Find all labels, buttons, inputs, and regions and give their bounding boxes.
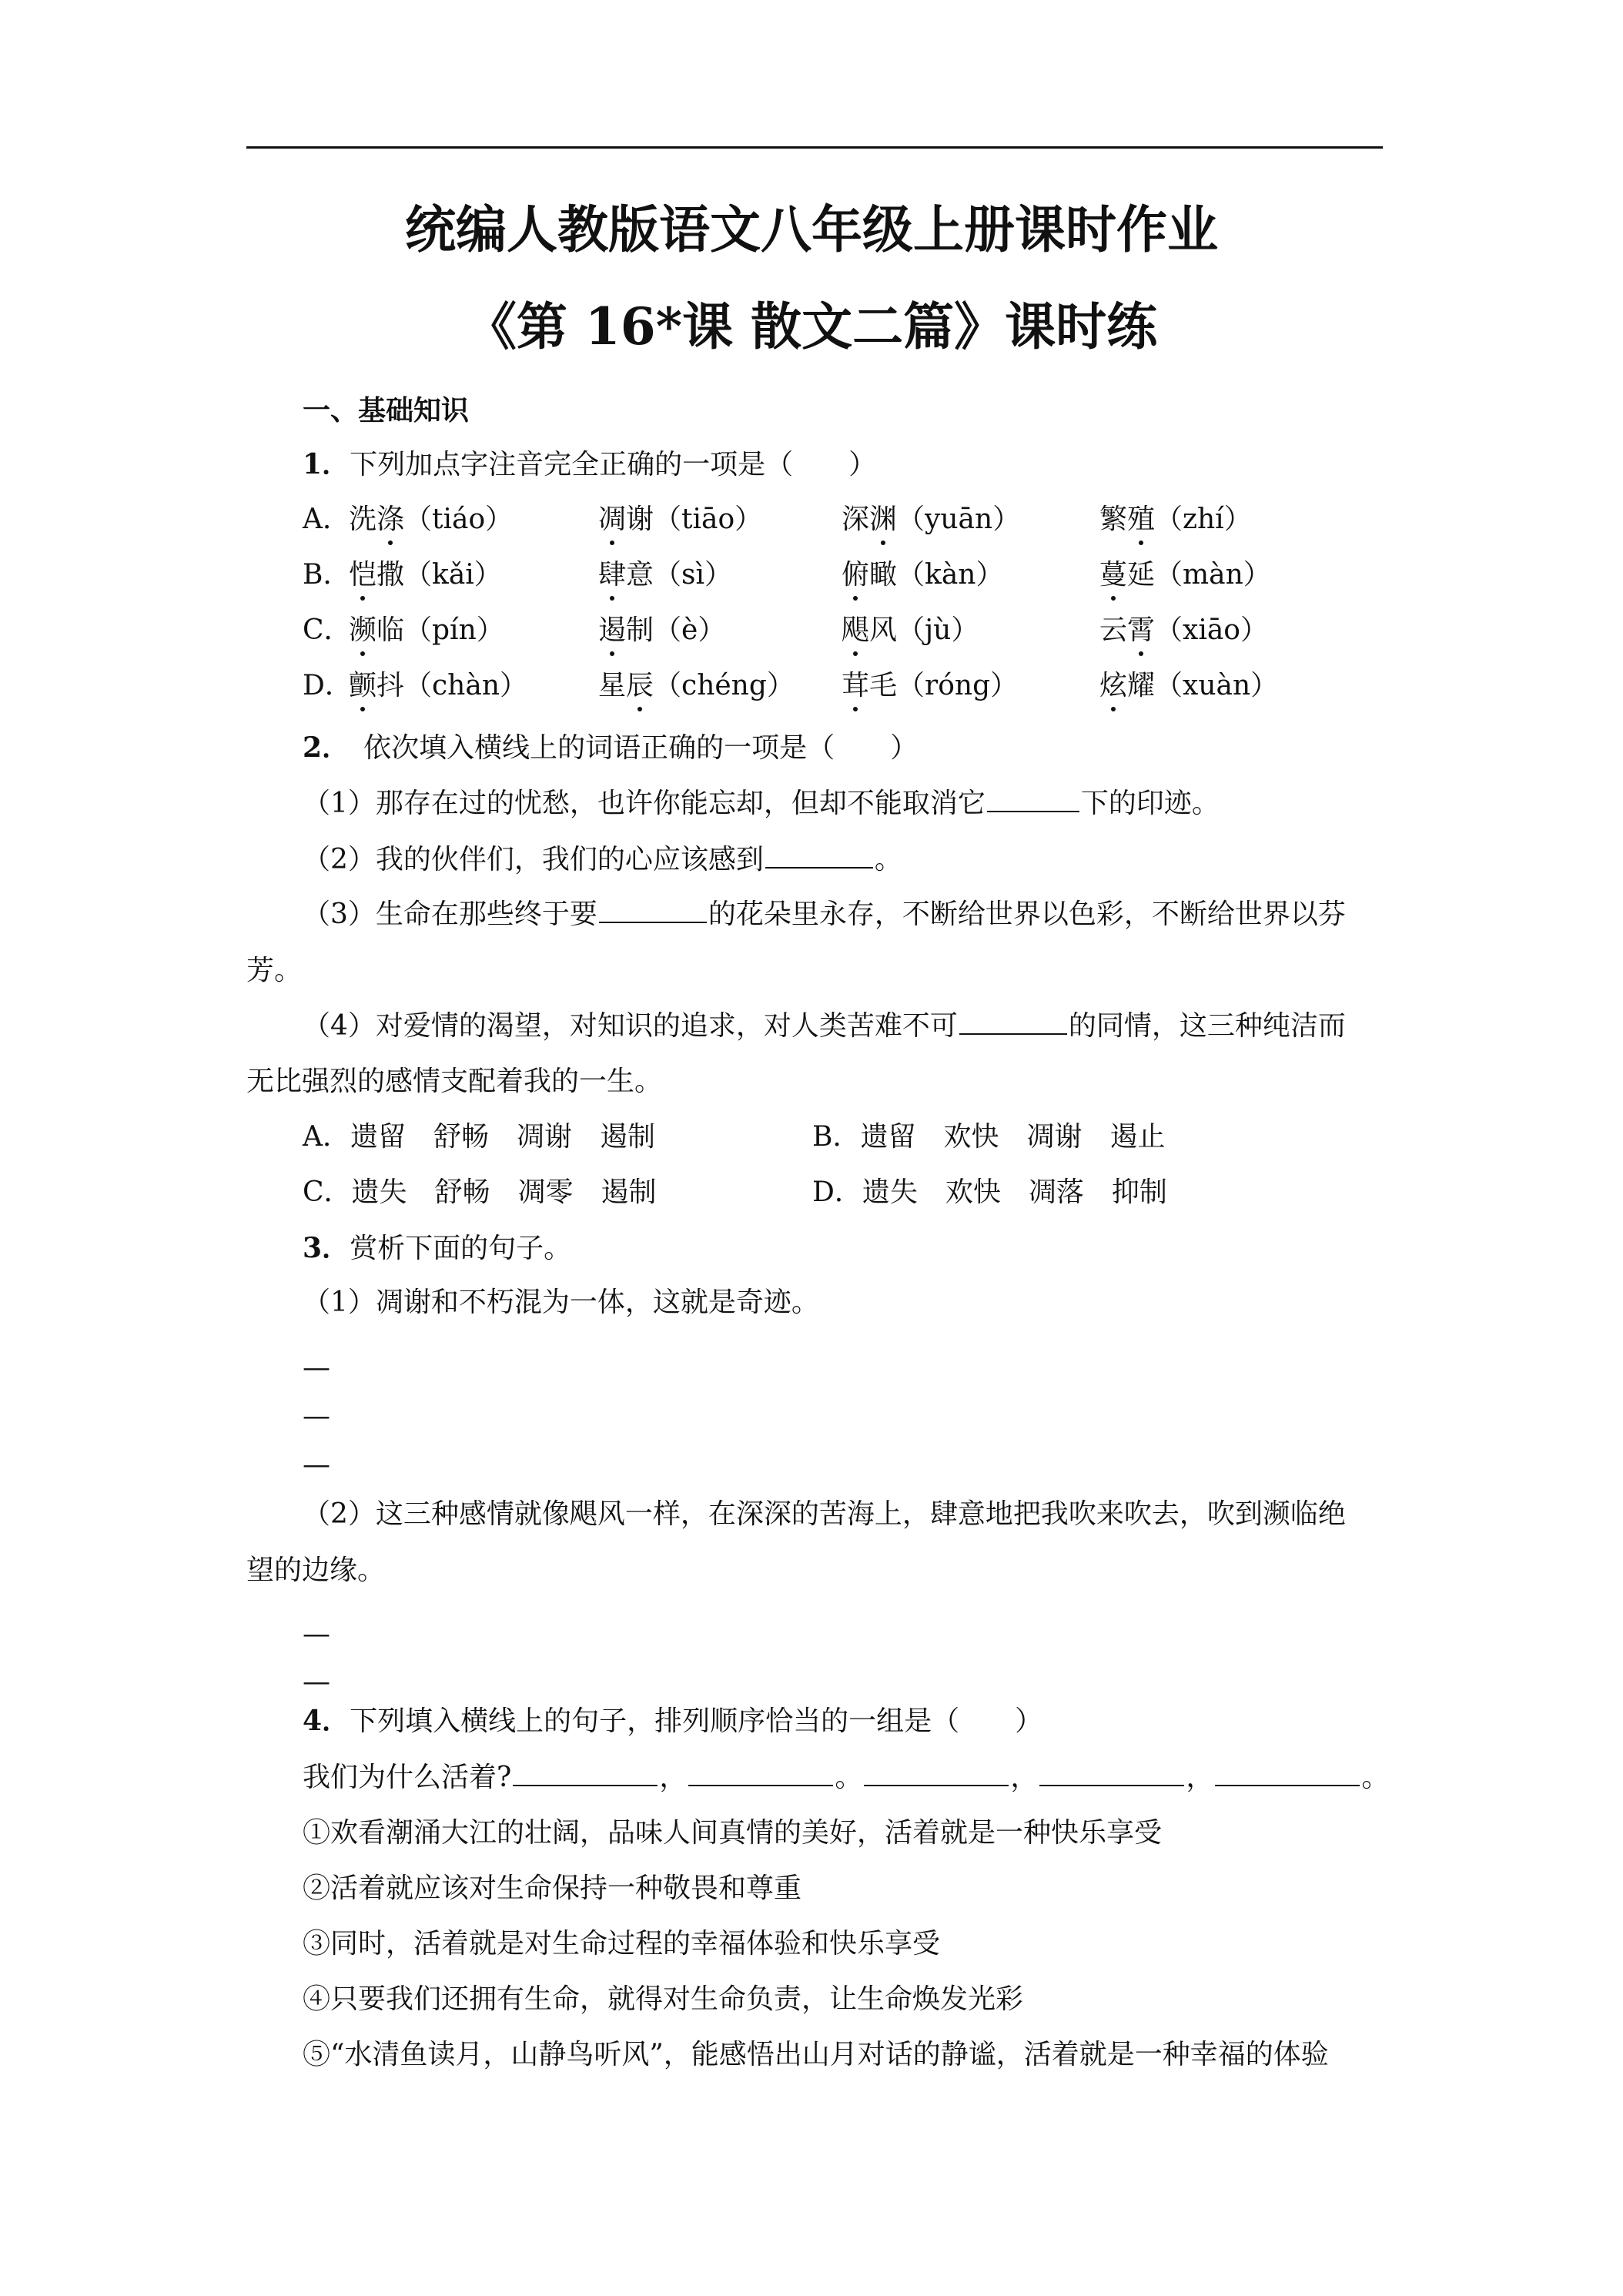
sentence-text: （2）我的伙伴们，我们的心应该感到 xyxy=(303,844,764,875)
word-part: （xiāo） xyxy=(1155,614,1268,646)
q1-word xyxy=(349,667,527,705)
document-subtitle: 《第 16*课 散文二篇》课时练 xyxy=(465,296,1158,356)
word-part: （yuān） xyxy=(897,504,1021,535)
q1-option-label[interactable]: B． xyxy=(303,559,351,591)
sentence-text: 的同情，这三种纯洁而 xyxy=(1068,1010,1346,1042)
dotted-char-text: 蔓 xyxy=(1099,559,1128,591)
word-part: 繁 xyxy=(1099,504,1128,535)
answer-line[interactable]: — xyxy=(303,1618,330,1650)
dotted-character xyxy=(626,667,654,705)
word-part: 云 xyxy=(1099,614,1128,646)
emphasis-dot-icon xyxy=(1139,541,1143,545)
punctuation: ， xyxy=(659,1762,688,1793)
q2-sentence-3 xyxy=(303,895,1346,934)
q1-option-label[interactable]: D． xyxy=(303,670,353,701)
q1-option-label[interactable]: A． xyxy=(303,504,350,535)
punctuation: 。 xyxy=(835,1762,863,1793)
question-text: 依次填入横线上的词语正确的一项是（ ） xyxy=(363,732,919,764)
answer-line[interactable]: — xyxy=(303,1352,330,1384)
fill-blank[interactable] xyxy=(1215,1759,1360,1786)
q1-word xyxy=(842,500,1020,539)
emphasis-dot-icon xyxy=(637,707,642,711)
word-part: （chéng） xyxy=(654,670,795,701)
q3-sentence-2: （2）这三种感情就像飓风一样，在深深的苦海上，肆意地把我吹来吹去，吹到濒临绝 xyxy=(303,1498,1346,1530)
question-number: 1． xyxy=(303,448,350,480)
dotted-character xyxy=(1099,556,1127,594)
q4-item-1: ①欢看潮涌大江的壮阔，品味人间真情的美好，活着就是一种快乐享受 xyxy=(303,1817,1163,1849)
dotted-character xyxy=(842,611,869,650)
dotted-char-text: 涤 xyxy=(376,504,405,535)
dotted-character xyxy=(598,556,626,594)
emphasis-dot-icon xyxy=(360,651,365,656)
dotted-char-text: 飓 xyxy=(842,614,870,646)
q2-sentence-1 xyxy=(303,785,1220,823)
sentence-text: （1）那存在过的忧愁，也许你能忘却，但却不能取消它 xyxy=(303,788,986,819)
q1-word xyxy=(349,611,504,650)
q4-item-5: ⑤“水清鱼读月，山静鸟听风”，能感悟出山月对话的静谧，活着就是一种幸福的体验 xyxy=(303,2039,1329,2070)
dotted-character xyxy=(869,500,897,539)
emphasis-dot-icon xyxy=(610,651,614,656)
q1-word xyxy=(842,611,979,650)
word-part: 瞰（kàn） xyxy=(869,559,1004,591)
q2-sentence-2 xyxy=(303,841,902,879)
fill-blank[interactable] xyxy=(864,1759,1009,1786)
word-part: 临（pín） xyxy=(376,614,504,646)
question-2-stem xyxy=(303,728,918,768)
sentence-text: 的花朵里永存，不断给世界以色彩，不断给世界以芬 xyxy=(708,899,1346,930)
emphasis-dot-icon xyxy=(853,651,858,656)
emphasis-dot-icon xyxy=(610,541,614,545)
dotted-char-text: 殖 xyxy=(1127,504,1156,535)
dotted-char-text: 俯 xyxy=(842,559,870,591)
dotted-char-text: 霄 xyxy=(1127,614,1156,646)
sentence-text: 。 xyxy=(874,844,902,875)
dotted-char-text: 炫 xyxy=(1099,670,1128,701)
q4-item-4: ④只要我们还拥有生命，就得对生命负责，让生命焕发光彩 xyxy=(303,1983,1024,2015)
question-4-stem xyxy=(303,1702,1042,1741)
dotted-character xyxy=(1127,500,1155,539)
q4-item-3: ③同时，活着就是对生命过程的幸福体验和快乐享受 xyxy=(303,1928,941,1960)
emphasis-dot-icon xyxy=(1139,651,1143,656)
word-part: 星 xyxy=(598,670,627,701)
question-number: 4． xyxy=(303,1705,350,1737)
word-part: 风（jù） xyxy=(869,614,979,646)
q1-word xyxy=(598,556,732,594)
emphasis-dot-icon xyxy=(610,596,614,601)
section-heading: 一、基础知识 xyxy=(303,394,470,427)
fill-blank[interactable] xyxy=(688,1759,833,1786)
punctuation: ， xyxy=(1010,1762,1039,1793)
q1-word xyxy=(1099,611,1268,650)
q4-item-2: ②活着就应该对生命保持一种敬畏和尊重 xyxy=(303,1873,802,1904)
q1-word xyxy=(349,556,502,594)
question-3-stem xyxy=(303,1229,571,1268)
dotted-character xyxy=(376,500,404,539)
q1-word xyxy=(598,667,795,705)
answer-line[interactable]: — xyxy=(303,1401,330,1432)
word-part: 制（è） xyxy=(626,614,726,646)
fill-blank[interactable] xyxy=(1039,1759,1184,1786)
sentence-text: （3）生命在那些终于要 xyxy=(303,899,597,930)
word-part: 深 xyxy=(842,504,870,535)
dotted-char-text: 凋 xyxy=(598,504,627,535)
q4-fill-line xyxy=(303,1759,1389,1797)
question-text: 下列加点字注音完全正确的一项是（ ） xyxy=(350,449,877,480)
question-1-stem xyxy=(303,445,876,484)
word-part: 抖（chàn） xyxy=(376,670,528,701)
q2-option-c[interactable]: C．遗失 舒畅 凋零 遏制 xyxy=(303,1176,657,1208)
emphasis-dot-icon xyxy=(853,596,858,601)
dotted-char-text: 渊 xyxy=(869,504,898,535)
question-number: 3． xyxy=(303,1232,350,1264)
q1-word xyxy=(1099,556,1271,594)
q1-word xyxy=(349,500,513,539)
document-title: 统编人教版语文八年级上册课时作业 xyxy=(405,199,1218,259)
q2-sentence-3-cont: 芳。 xyxy=(246,955,303,986)
q1-word xyxy=(598,500,762,539)
dotted-character xyxy=(349,556,376,594)
header-rule xyxy=(246,146,1383,149)
sentence-text: 下的印迹。 xyxy=(1080,788,1220,819)
q1-option-label[interactable]: C． xyxy=(303,614,352,646)
fill-blank[interactable] xyxy=(959,1007,1067,1035)
q2-sentence-4 xyxy=(303,1007,1346,1046)
dotted-char-text: 恺 xyxy=(349,559,377,591)
question-text: 下列填入横线上的句子，排列顺序恰当的一组是（ ） xyxy=(350,1705,1043,1737)
dotted-character xyxy=(1099,667,1127,705)
fill-blank[interactable] xyxy=(513,1759,658,1786)
emphasis-dot-icon xyxy=(388,541,393,545)
q3-sentence-1: （1）凋谢和不朽混为一体，这就是奇迹。 xyxy=(303,1287,819,1318)
q2-sentence-4-cont: 无比强烈的感情支配着我的一生。 xyxy=(246,1066,663,1097)
question-number: 2． xyxy=(303,731,350,764)
fill-blank[interactable] xyxy=(765,841,873,869)
answer-line[interactable]: — xyxy=(303,1449,330,1481)
q1-word xyxy=(1099,500,1252,539)
question-text: 赏析下面的句子。 xyxy=(350,1233,572,1264)
lead-text: 我们为什么活着? xyxy=(303,1762,512,1793)
q2-option-a[interactable]: A．遗留 舒畅 凋谢 遏制 xyxy=(303,1121,655,1153)
word-part: 意（sì） xyxy=(626,559,733,591)
q1-word xyxy=(842,556,1003,594)
dotted-char-text: 茸 xyxy=(842,670,870,701)
punctuation: ， xyxy=(1186,1762,1214,1793)
emphasis-dot-icon xyxy=(881,541,885,545)
q3-sentence-2-cont: 望的边缘。 xyxy=(246,1555,386,1586)
dotted-character xyxy=(349,611,376,650)
dotted-character xyxy=(598,611,626,650)
word-part: 撒（kǎi） xyxy=(376,559,502,591)
word-part: 谢（tiāo） xyxy=(626,504,763,535)
word-part: 延（màn） xyxy=(1127,559,1271,591)
sentence-text: （4）对爱情的渴望，对知识的追求，对人类苦难不可 xyxy=(303,1010,958,1042)
dotted-char-text: 濒 xyxy=(349,614,377,646)
q1-word xyxy=(1099,667,1278,705)
emphasis-dot-icon xyxy=(853,707,858,711)
dotted-char-text: 肆 xyxy=(598,559,627,591)
dotted-char-text: 遏 xyxy=(598,614,627,646)
q1-word xyxy=(842,667,1018,705)
punctuation: 。 xyxy=(1361,1762,1390,1793)
word-part: 耀（xuàn） xyxy=(1127,670,1279,701)
word-part: 洗 xyxy=(349,504,377,535)
dotted-character xyxy=(842,667,869,705)
emphasis-dot-icon xyxy=(360,707,365,711)
fill-blank[interactable] xyxy=(599,895,707,923)
emphasis-dot-icon xyxy=(360,596,365,601)
answer-line[interactable]: — xyxy=(303,1666,330,1698)
q2-option-d[interactable]: D．遗失 欢快 凋落 抑制 xyxy=(812,1176,1167,1208)
emphasis-dot-icon xyxy=(1111,596,1116,601)
dotted-char-text: 颤 xyxy=(349,670,377,701)
dotted-character xyxy=(842,556,869,594)
dotted-character xyxy=(598,500,626,539)
fill-blank[interactable] xyxy=(987,785,1079,812)
dotted-char-text: 辰 xyxy=(626,670,654,701)
word-part: 毛（róng） xyxy=(869,670,1019,701)
dotted-character xyxy=(349,667,376,705)
word-part: （tiáo） xyxy=(404,504,514,535)
q1-word xyxy=(598,611,725,650)
q2-option-b[interactable]: B．遗留 欢快 凋谢 遏止 xyxy=(812,1121,1166,1153)
dotted-character xyxy=(1127,611,1155,650)
emphasis-dot-icon xyxy=(1111,707,1116,711)
word-part: （zhí） xyxy=(1155,504,1252,535)
